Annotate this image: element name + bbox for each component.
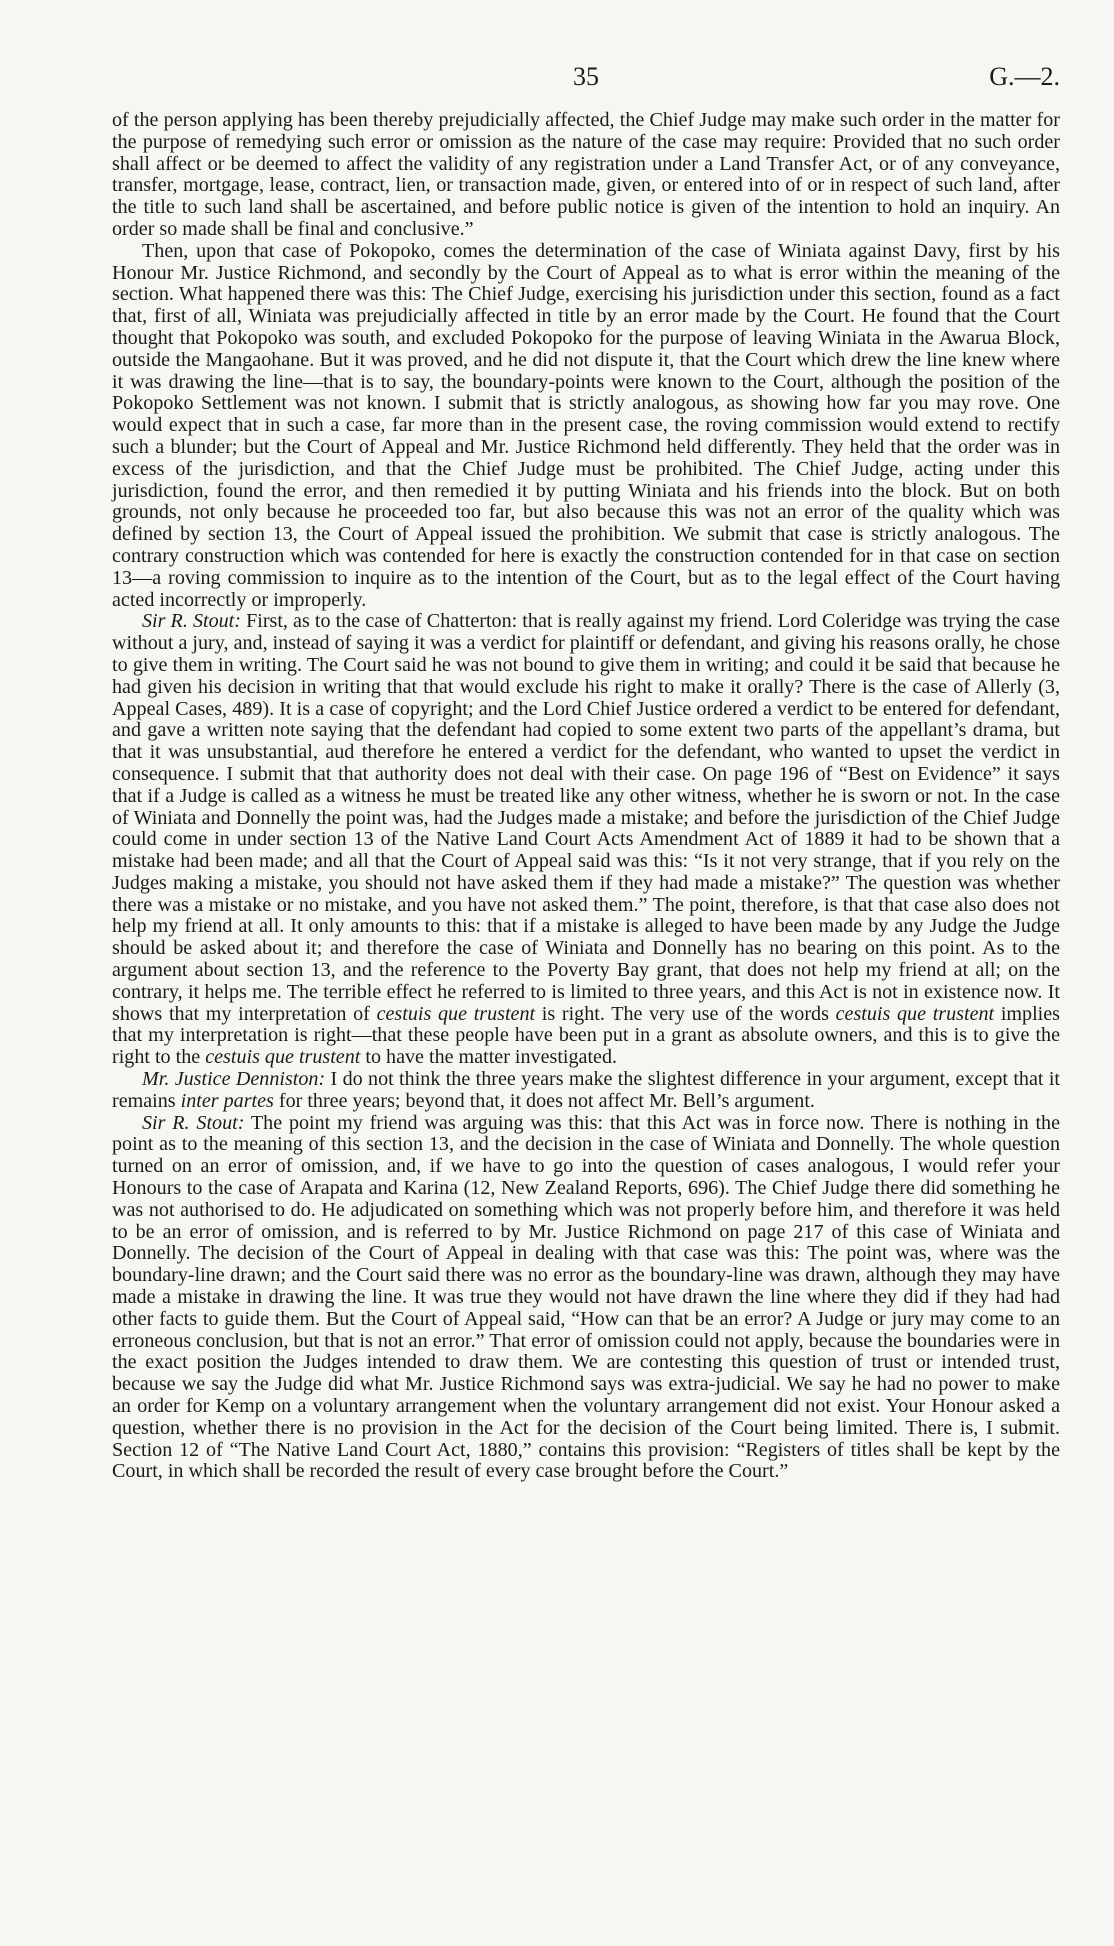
paragraph-text: for three years; beyond that, it does not affect Mr. Bell’s argument. (273, 1089, 815, 1112)
paragraph-text: is right. The very use of the words (535, 1002, 836, 1025)
paragraph (112, 1069, 1060, 1113)
speaker-name: Mr. Justice Denniston: (142, 1068, 326, 1091)
paragraph-text: of the person applying has been thereby prejudicially affected, the Chief Judge may make such order in the matter for the purpose of remedying such error or omission as the nature of the case may require: Provided that no such order shall affect or be deemed to affect the validity of any registration under a Land Transfer Act, or of any conveyance, transfer, mortgage, lease, contract, lien, or transaction made, given, or entered into of or in respect of such land, after the title to such land shall be ascertained, and before public notice is given of the intention to hold an inquiry. An order so made shall be final and conclusive.” (112, 109, 1060, 240)
speaker-name: Sir R. Stout: (142, 1111, 245, 1134)
paragraph-text: Then, upon that case of Pokopoko, comes the determination of the case of Winiata against Davy, first by his Honour Mr. Justice Richmond, and secondly by the Court of Appeal as to what is error within the meaning of the section. What happened there was this: The Chief Judge, exercising his jurisdiction under this section, found as a fact that, first of all, Winiata was prejudicially affected in title by an error made by the Court. He found that the Court thought that Pokopoko was south, and excluded Pokopoko for the purpose of leaving Winiata in the Awarua Block, outside the Mangaohane. But it was proved, and he did not dispute it, that the Court which drew the line knew where it was drawing the line—that is to say, the boundary-points were known to the Court, although the position of the Pokopoko Settlement was not known. I submit that is strictly analogous, as showing how far you may rove. One would expect that in such a case, far more than in the present case, the roving commission would extend to rectify such a blunder; but the Court of Appeal and Mr. Justice Richmond held differently. They held that the order was in excess of the jurisdiction, and that the Chief Judge must be prohibited. The Chief Judge, acting under this jurisdiction, found the error, and then remedied it by putting Winiata and his friends into the block. But on both grounds, not only because he proceeded too far, but also because this was not an error of the quality which was defined by section 13, the Court of Appeal issued the prohibition. We submit that case is strictly analogous. The contrary construction which was contended for here is exactly the construction contended for in that case on section 13—a roving commission to inquire as to the intention of the Court, but as to the legal effect of the Court having acted incorrectly or improperly. (112, 239, 1060, 611)
paragraph-text: to have the matter investigated. (360, 1046, 618, 1069)
document-page (112, 62, 1060, 1483)
paragraph-text: implies that my interpretation is right—that these people have been put in a grant as absolute owners, and this is to give the right to the (112, 1002, 1060, 1069)
document-reference: G.—2. (989, 62, 1060, 91)
paragraph-text: The point my friend was arguing was this: that this Act was in force now. There is nothing in the point as to the meaning of this section 13, and the decision in the case of Winiata and Donnelly. The whole question turned on an error of omission, and, if we have to go into the question of cases analogous, I would refer your Honours to the case of Arapata and Karina (12, New Zealand Reports, 696). The Chief Judge there did something he was not authorised to do. He adjudicated on something which was not properly before him, and therefore it was held to be an error of omission, and is referred to by Mr. Justice Richmond on page 217 of this case of Winiata and Donnelly. The decision of the Court of Appeal in dealing with that case was this: The point was, where was the boundary-line drawn; and the Court said there was no error as the boundary-line was drawn, although they may have made a mistake in drawing the line. It was true they would not have drawn the line where they did if they had had other facts to guide them. But the Court of Appeal said, “How can that be an error? A Judge or jury may come to an erroneous conclusion, but that is not an error.” That error of omission could not apply, because the boundaries were in the exact position the Judges intended to draw them. We are contesting this question of trust or intended trust, because we say the Judge did what Mr. Justice Richmond says was extra-judicial. We say he had no power to make an order for Kemp on a voluntary arrangement when the voluntary arrangement did not exist. Your Honour asked a question, whether there is no provision in the Act for the decision of the Court being limited. There is, I submit. Section 12 of “The Native Land Court Act, 1880,” contains this provision: “Registers of titles shall be kept by the Court, in which shall be recorded the result of every case brought before the Court.” (112, 1111, 1060, 1483)
italic-term: cestuis que trustent (376, 1002, 536, 1025)
page-header (112, 62, 1060, 98)
speaker-name: Sir R. Stout: (142, 610, 241, 633)
paragraph-text: First, as to the case of Chatterton: that is really against my friend. Lord Coleridge was trying the case without a jury, and, instead of saying it was a verdict for plaintiff or defendant, and giving his reasons orally, he chose to give them in writing. The Court said he was not bound to give them in writing; and could it be said that because he had given his decision in writing that that would exclude his right to make it orally? There is the case of Allerly (3, Appeal Cases, 489). It is a case of copyright; and the Lord Chief Justice ordered a verdict to be entered for defendant, and gave a written note saying that the defendant had copied to some extent two parts of the appellant’s drama, but that it was unsubstantial, aud therefore he entered a verdict for the defendant, who wanted to upset the verdict in consequence. I submit that that authority does not deal with their case. On page 196 of “Best on Evidence” it says that if a Judge is called as a witness he must be treated like any other witness, whether he is sworn or not. In the case of Winiata and Donnelly the point was, had the Judges made a mistake; and before the jurisdiction of the Chief Judge could come in under section 13 of the Native Land Court Acts Amendment Act of 1889 it had to be shown that a mistake had been made; and all that the Court of Appeal said was this: “Is it not very strange, that if you rely on the Judges making a mistake, you should not have asked them if they had made a mistake?” The question was whether there was a mistake or no mistake, and you have not asked them.” The point, therefore, is that that case also does not help my friend at all. It only amounts to this: that if a mistake is alleged to have been made by any Judge the Judge should be asked about it; and therefore the case of Winiata and Donnelly has no bearing on this point. As to the argument about section 13, and the reference to the Poverty Bay grant, that does not help my friend at all; on the contrary, it helps me. The terrible effect he referred to is limited to three years, and this Act is not in existence now. It shows that my interpretation of (112, 610, 1060, 1025)
italic-term: cestuis que trustent (205, 1046, 361, 1069)
paragraph-text: I do not think the three years make the slightest difference in your argument, except that it remains (112, 1068, 1060, 1112)
body-text (112, 110, 1060, 1483)
page-number: 35 (573, 62, 599, 91)
paragraph (112, 110, 1060, 241)
paragraph (112, 241, 1060, 612)
italic-term: cestuis que trustent (835, 1002, 995, 1025)
paragraph (112, 611, 1060, 1069)
paragraph (112, 1113, 1060, 1484)
italic-term: inter partes (180, 1089, 274, 1112)
